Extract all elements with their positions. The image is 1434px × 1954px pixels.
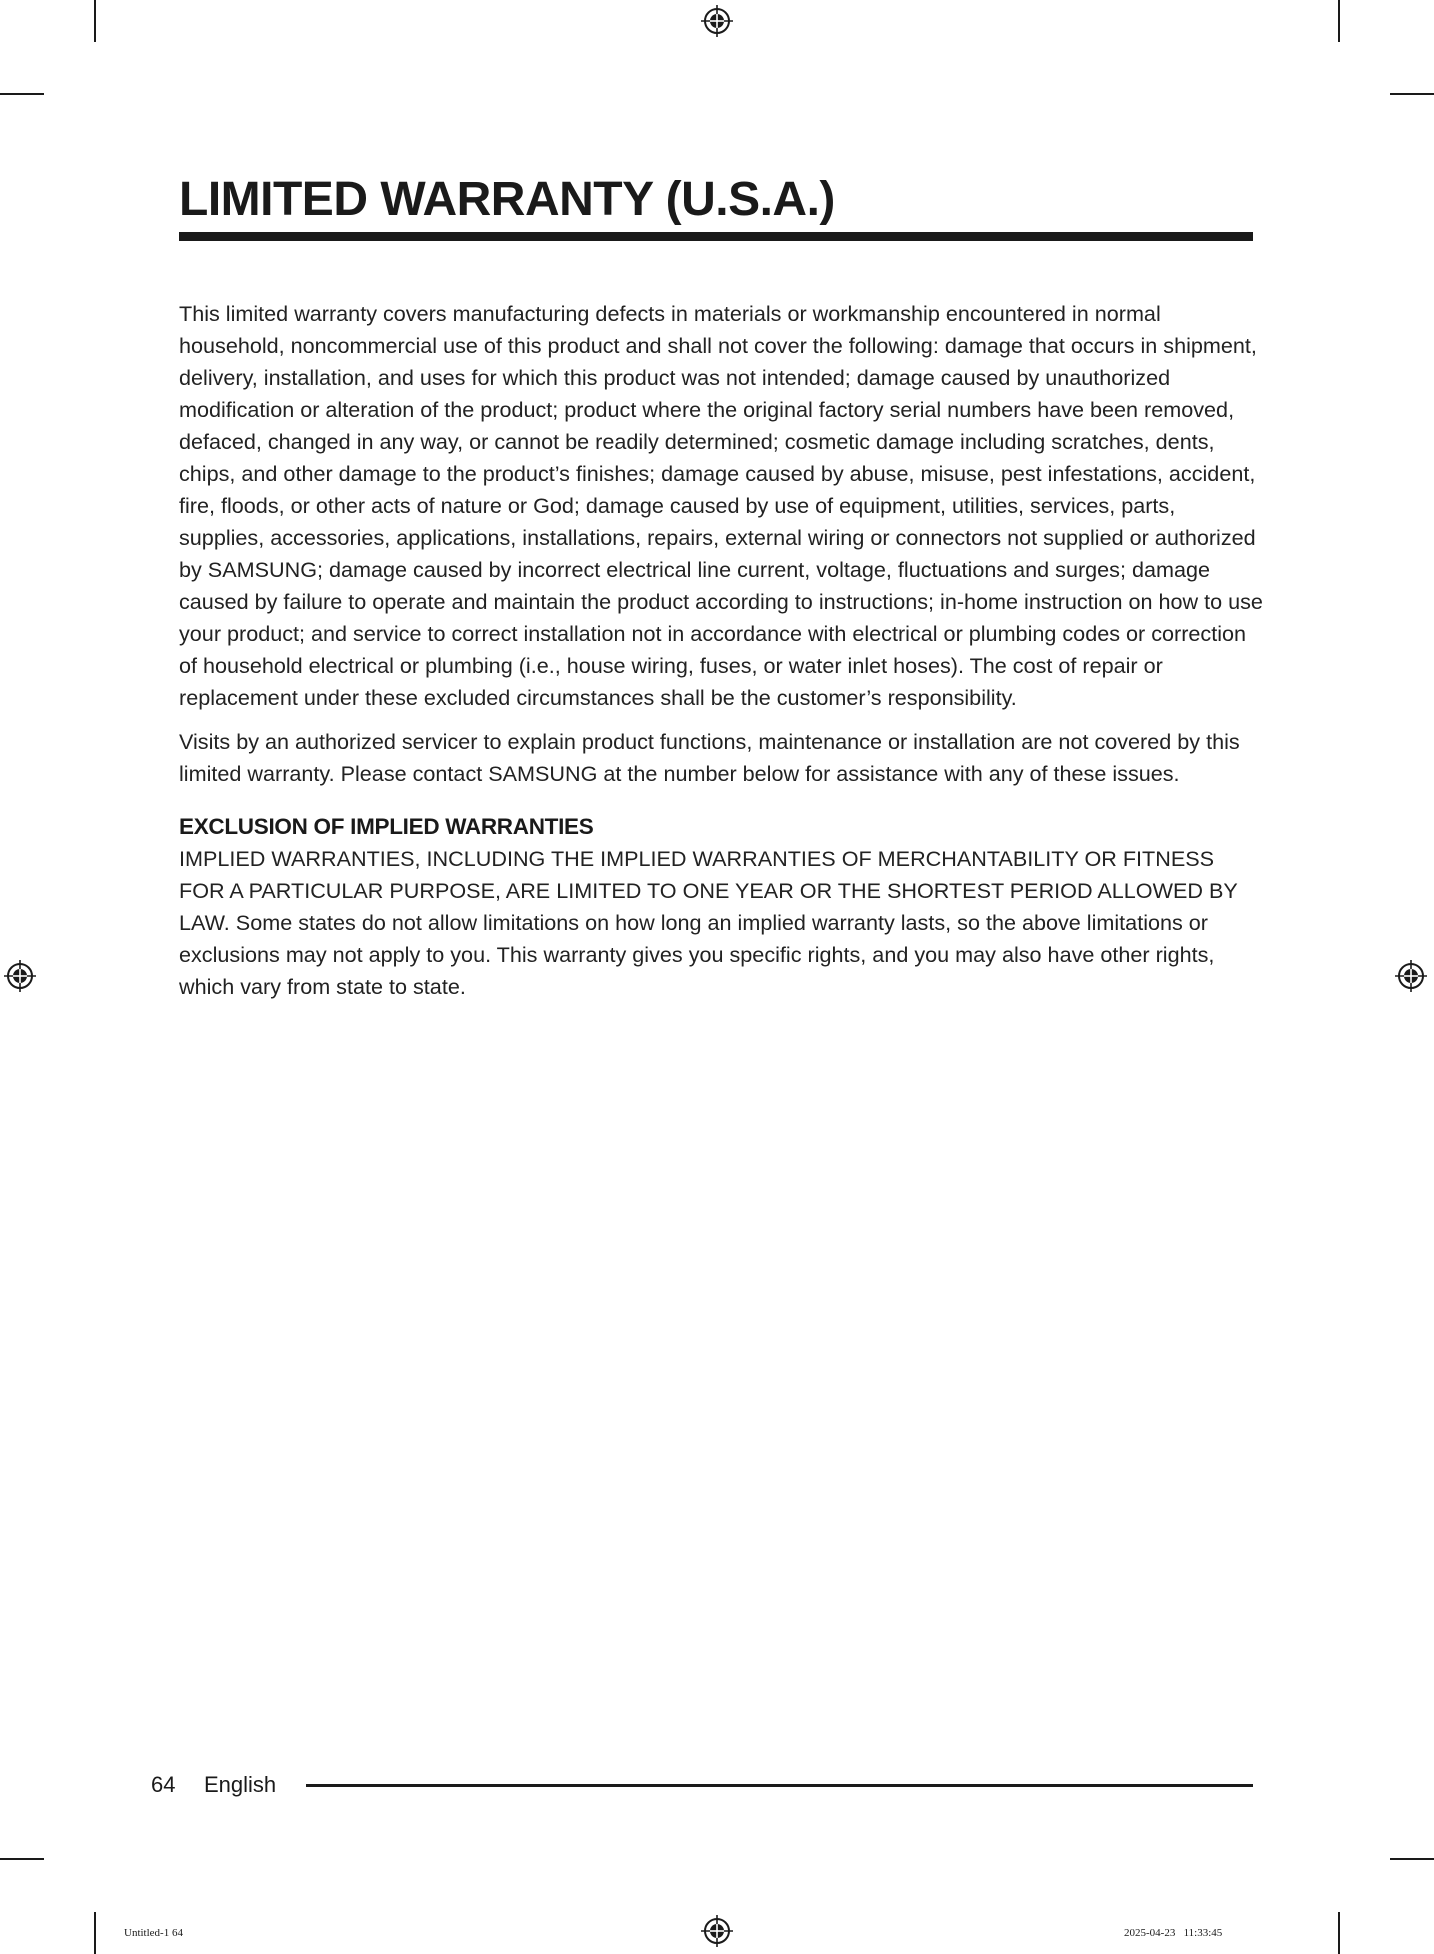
implied-warranties-paragraph: IMPLIED WARRANTIES, INCLUDING THE IMPLIED WARRANTIES OF MERCHANTABILITY OR FITNESS FOR A PARTICULAR PURPOSE, ARE LIMITED TO ONE YEAR OR THE SHORTEST PERIOD ALLOWED BY LAW. Some states do not allow limitations on how long an implied warranty lasts, so the above limitations or exclusions may not apply to you. This warranty gives you specific rights, and you may also have other rights, which vary from state to state. bbox=[179, 846, 1238, 999]
title-rule bbox=[179, 232, 1253, 241]
page-number: 64 bbox=[151, 1772, 176, 1797]
crop-mark-top-right-vertical bbox=[1338, 0, 1340, 42]
registration-mark-icon bbox=[1394, 959, 1428, 993]
warranty-coverage-paragraph: This limited warranty covers manufacturing defects in materials or workmanship encountered in normal household, noncommercial use of this product and shall not cover the following: damage that occurs in shipment, delivery, installation, and uses for which this product was not intended; damage caused by unauthorized modification or alteration of the product; product where the original factory serial numbers have been removed, defaced, changed in any way, or cannot be readily determined; cosmetic damage including scratches, dents, chips, and other damage to the product’s finishes; damage caused by abuse, misuse, pest infestations, accident, fire, floods, or other acts of nature or God; damage caused by use of equipment, utilities, services, parts, supplies, accessories, applications, installations, repairs, external wiring or connectors not supplied or authorized by SAMSUNG; damage caused by incorrect electrical line current, voltage, fluctuations and surges; damage caused by failure to operate and maintain the product according to instructions; in-home instruction on how to use your product; and service to correct installation not in accordance with electrical or plumbing codes or correction of household electrical or plumbing (i.e., house wiring, fuses, or water inlet hoses). The cost of repair or replacement under these excluded circumstances shall be the customer’s responsibility. bbox=[179, 301, 1263, 710]
section-heading: EXCLUSION OF IMPLIED WARRANTIES bbox=[179, 814, 594, 839]
slug-timestamp: 2025-04-23 11:33:45 bbox=[1124, 1927, 1223, 1939]
crop-mark-top-right-horizontal bbox=[1390, 93, 1434, 95]
registration-mark-icon bbox=[700, 1914, 734, 1948]
crop-mark-bottom-left-vertical bbox=[94, 1912, 96, 1954]
page-title: LIMITED WARRANTY (U.S.A.) bbox=[179, 173, 835, 226]
crop-mark-top-left-vertical bbox=[94, 0, 96, 42]
crop-mark-top-left-horizontal bbox=[0, 93, 44, 95]
registration-mark-icon bbox=[700, 4, 734, 38]
crop-mark-bottom-right-horizontal bbox=[1390, 1858, 1434, 1860]
servicer-visits-paragraph: Visits by an authorized servicer to explain product functions, maintenance or installation are not covered by this limited warranty. Please contact SAMSUNG at the number below for assistance with any of these issues. bbox=[179, 729, 1240, 786]
footer-rule bbox=[306, 1784, 1253, 1787]
crop-mark-bottom-left-horizontal bbox=[0, 1858, 44, 1860]
warranty-content bbox=[179, 298, 1264, 1015]
slug-file-info: Untitled-1 64 bbox=[124, 1927, 183, 1939]
crop-mark-bottom-right-vertical bbox=[1338, 1912, 1340, 1954]
page-language: English bbox=[204, 1772, 277, 1797]
registration-mark-icon bbox=[3, 959, 37, 993]
